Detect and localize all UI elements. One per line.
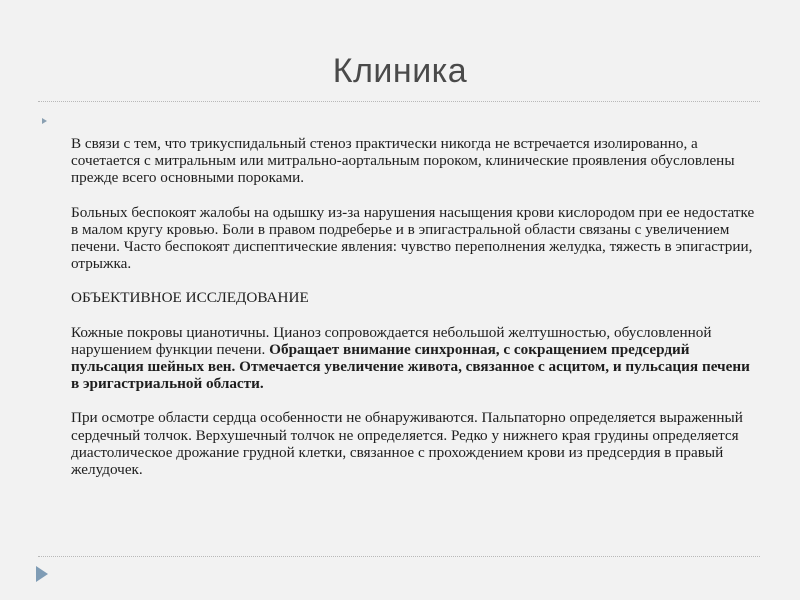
paragraph-complaints-text: Больных беспокоят жалобы на одышку из-за нарушения насыщения крови кислородом при ее недостатке в малом кругу кровью. Боли в правом подреберье и в эпигастральной области связаны с увеличением печени. Часто беспокоят диспептические явления: чувство переполнения желудка, тяжесть в эпигастрии, отрыжка. <box>71 203 755 273</box>
footer-divider <box>38 556 760 557</box>
paragraph-intro-text: В связи с тем, что трикуспидальный стеноз практически никогда не встречается изолированно, а сочетается с митральным или митрально-аортальным пороком, клинические проявления обусловлены прежде всего основными пороками. <box>71 135 735 187</box>
paragraph-intro <box>71 135 761 187</box>
section-heading-objective-exam <box>71 289 761 306</box>
title-divider <box>38 101 760 102</box>
slide-title: Клиника <box>332 52 468 90</box>
paragraph-skin-text: Кожные покровы цианотичны. Цианоз сопровождается небольшой желтушностью, обусловленной нарушением функции печени. <box>71 323 712 358</box>
paragraph-skin <box>71 324 761 393</box>
triangle-bullet-icon <box>42 118 47 124</box>
section-heading-text: ОБЪЕКТИВНОЕ ИССЛЕДОВАНИЕ <box>71 289 309 307</box>
paragraph-skin-bold-text: Обращает внимание синхронная, с сокращением предсердий пульсация шейных вен. Отмечается увеличение живота, связанное с асцитом, и пульсация печени в эригастриальной области. <box>71 340 750 393</box>
paragraph-heart-exam-text: При осмотре области сердца особенности не обнаруживаются. Пальпаторно определяется выраженный сердечный толчок. Верхушечный толчок не определяется. Редко у нижнего края грудины определяется диастолическое дрожание грудной клетки, связанное с прохождением крови из предсердия в правый желудочек. <box>71 409 743 479</box>
slide-body <box>71 135 761 478</box>
triangle-play-icon <box>36 566 48 582</box>
paragraph-complaints <box>71 204 761 273</box>
paragraph-heart-exam <box>71 409 761 478</box>
